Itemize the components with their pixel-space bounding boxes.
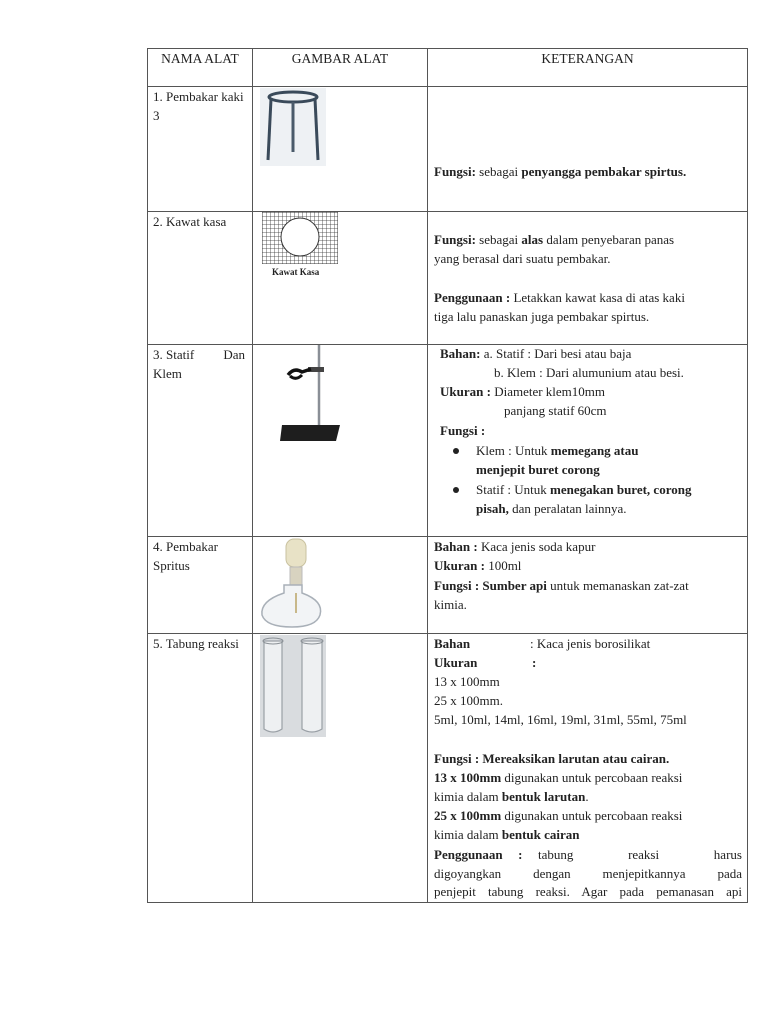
row5-name: 5. Tabung reaksi	[153, 636, 239, 651]
row3-bahan: Bahan: a. Statif : Dari besi atau baja	[440, 346, 632, 361]
spirit-burner-image	[258, 537, 326, 631]
column-divider-1	[252, 48, 253, 903]
row1-fungsi: Fungsi: sebagai penyangga pembakar spirtus.	[434, 164, 687, 179]
row5-bahan: : Kaca jenis borosilikat	[530, 636, 651, 651]
row5-use1: 13 x 100mm digunakan untuk percobaan reaksi kimia dalam bentuk larutan.	[434, 770, 683, 804]
row5-volumes: 5ml, 10ml, 14ml, 16ml, 19ml, 31ml, 55ml, 75ml	[434, 712, 687, 727]
row-divider-3	[147, 536, 748, 537]
test-tubes-image	[260, 635, 326, 737]
retort-stand-clamp-image	[278, 345, 344, 449]
row3-bullet-2: Statif : Untuk menegakan buret, corong pisah, dan peralatan lainnya.	[476, 482, 692, 516]
row5-ukuran-colon: :	[532, 655, 537, 670]
wire-gauze-image	[262, 212, 338, 264]
row-divider-1	[147, 211, 748, 212]
row2-name: 2. Kawat kasa	[153, 214, 227, 229]
row3-bullet-1: Klem : Untuk memegang atau menjepit buret corong	[476, 443, 639, 477]
table-border-right	[747, 48, 748, 903]
row4-name: 4. Pembakar Spritus	[153, 539, 218, 573]
row5-ukuran-label: Ukuran	[434, 655, 478, 670]
table-border-top	[147, 48, 748, 49]
row5-bahan-label: Bahan	[434, 636, 471, 651]
row2-fungsi: Fungsi: sebagai alas dalam penyebaran panas yang berasal dari suatu pembakar.	[434, 232, 675, 266]
table-border-left	[147, 48, 148, 903]
column-divider-2	[427, 48, 428, 903]
header-gambar-alat: GAMBAR ALAT	[291, 51, 389, 66]
row5-penggunaan: Penggunaan : tabung reaksi harus digoyangkan dengan menjepitkannya pada penjepit tabung reaksi. Agar pada pemanasan api	[434, 847, 742, 899]
row3-name: 3. Statif Dan Klem	[153, 347, 245, 381]
header-keterangan: KETERANGAN	[541, 51, 634, 66]
row5-size2: 25 x 100mm.	[434, 693, 503, 708]
row5-size1: 13 x 100mm	[434, 674, 500, 689]
row-divider-4	[147, 633, 748, 634]
row5-fungsi: Fungsi : Mereaksikan larutan atau cairan.	[434, 751, 670, 766]
tripod-stand-image	[260, 88, 326, 166]
row3-ukuran-2: panjang statif 60cm	[504, 403, 607, 418]
row5-use2: 25 x 100mm digunakan untuk percobaan reaksi kimia dalam bentuk cairan	[434, 808, 683, 842]
row4-ukuran: Ukuran : 100ml	[434, 558, 522, 573]
row3-bahan-b: b. Klem : Dari alumunium atau besi.	[494, 365, 684, 380]
header-divider	[147, 86, 748, 87]
row4-fungsi: Fungsi : Sumber api untuk memanaskan zat-zat kimia.	[434, 578, 689, 612]
row2-penggunaan: Penggunaan : Letakkan kawat kasa di atas kaki tiga lalu panaskan juga pembakar spirtus.	[434, 290, 685, 324]
bullet-1	[453, 448, 459, 454]
row3-fungsi-label: Fungsi :	[440, 423, 486, 438]
row1-name: 1. Pembakar kaki 3	[153, 89, 244, 123]
row4-bahan: Bahan : Kaca jenis soda kapur	[434, 539, 596, 554]
table-border-bottom	[147, 902, 748, 903]
row3-ukuran: Ukuran : Diameter klem10mm	[440, 384, 606, 399]
wire-gauze-caption: Kawat Kasa	[272, 267, 320, 277]
bullet-2	[453, 487, 459, 493]
header-nama-alat: NAMA ALAT	[161, 51, 239, 66]
